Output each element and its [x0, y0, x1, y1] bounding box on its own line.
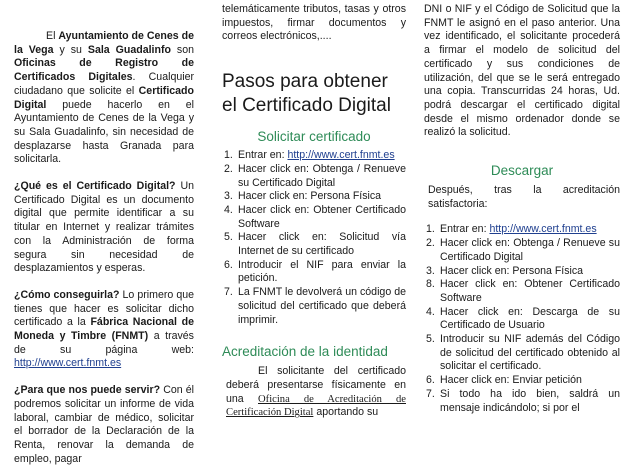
step-text: Hacer click en: Solicitud vía Internet de su certificado: [238, 231, 406, 258]
step-text: Introducir el NIF para enviar la petición.: [238, 258, 406, 285]
page-title: Pasos para obtener el Certificado Digital: [222, 71, 391, 117]
step-text: Hacer click en: Enviar petición: [440, 374, 582, 387]
list-item: [222, 163, 406, 190]
acreditacion-office-link[interactable]: Oficina de Acreditación de Certificación Digital: [226, 393, 406, 419]
uses-continuation: telemáticamente tributos, tasas y otros impuestos, firmar documentos y correos electrónicos,....: [222, 3, 406, 43]
step-number: 3.: [426, 264, 435, 277]
step-number: 8.: [426, 278, 435, 291]
step-text: Hacer click en: Obtener Certificado Software: [238, 203, 406, 230]
step-text: Entrar en: http://www.cert.fnmt.es: [440, 223, 597, 236]
list-item: [222, 259, 406, 286]
column-2: [222, 3, 406, 420]
step-text: La FNMT le devolverá un código de solicitud del certificado que deberá imprimir.: [238, 286, 406, 326]
list-item: [424, 223, 620, 237]
list-item: [424, 265, 620, 279]
what-is-paragraph: ¿Qué es el Certificado Digital? Un Certificado Digital es un documento digital que permite identificar a su titular en Internet y realizar trámites con la Administración de forma segura sin necesidad de desplazamientos y esperas.: [14, 180, 194, 275]
step-text: Introducir su NIF además del Código de solicitud del certificado obtenido al solicitar el certificado.: [440, 333, 620, 373]
step-number: 1.: [224, 149, 233, 162]
fnmt-link[interactable]: http://www.cert.fnmt.es: [287, 149, 395, 162]
list-item: [222, 286, 406, 327]
step-number: 2.: [426, 237, 435, 250]
descargar-heading: Descargar: [490, 163, 554, 179]
descargar-steps-list: [424, 223, 620, 415]
step-number: 5.: [426, 333, 435, 346]
step-number: 5.: [224, 231, 233, 244]
list-item: [222, 231, 406, 258]
step-number: 1.: [426, 223, 435, 236]
column-1: [14, 30, 194, 466]
step-text: Si todo ha ido bien, saldrá un mensaje indicándolo; si por el: [440, 387, 620, 414]
list-item: [222, 204, 406, 231]
solicitar-steps-list: [222, 149, 406, 327]
how-to-paragraph: ¿Cómo conseguirla? Lo primero que tienes que hacer es solicitar dicho certificado a la Fábrica Nacional de Moneda y Timbre (FNMT) a través de su página web: http://www.cert.fnmt.es: [14, 288, 195, 370]
list-item: [222, 149, 406, 163]
list-item: [424, 374, 620, 388]
step-number: 6.: [224, 258, 233, 271]
step-text: Hacer click en: Obtenga / Renueve su Certificado Digital: [238, 162, 406, 189]
list-item: [222, 190, 406, 204]
fnmt-link[interactable]: http://www.cert.fnmt.es: [489, 223, 597, 236]
acreditacion-heading: Acreditación de la identidad: [222, 344, 388, 360]
solicitar-heading: Solicitar certificado: [257, 129, 371, 145]
uses-paragraph: ¿Para que nos puede servir? Con él podremos solicitar un informe de vida laboral, cambiar de médico, solicitar el borrador de la Declaración de la Renta, renovar la demanda de empleo, pagar: [14, 384, 194, 465]
step-number: 7.: [224, 286, 233, 299]
intro-paragraph: El Ayuntamiento de Cenes de la Vega y su Sala Guadalinfo son Oficinas de Registro de Certificados Digitales. Cualquier ciudadano que solicite el Certificado Digital puede hacerlo en el Ayuntamiento de Cenes de la Vega y su Sala Guadalinfo, sin necesidad de desplazarse hasta Granada para solicitarla.: [14, 30, 195, 166]
step-number: 4.: [224, 203, 233, 216]
step-text: Hacer click en: Persona Física: [238, 190, 382, 203]
list-item: [424, 388, 620, 415]
list-item: [424, 333, 620, 374]
column-3: [424, 3, 620, 415]
question-what-is: ¿Qué es el Certificado Digital?: [14, 180, 176, 193]
step-number: 3.: [224, 190, 233, 203]
step-number: 7.: [426, 387, 435, 400]
step-number: 6.: [426, 374, 435, 387]
list-item: [424, 278, 620, 305]
step-text: Hacer click en: Persona Física: [440, 264, 584, 277]
descargar-intro: Después, tras la acreditación satisfactoria:: [428, 184, 620, 210]
question-uses: ¿Para que nos puede servir?: [14, 384, 161, 397]
step-text: Hacer click en: Obtenga / Renueve su Certificado Digital: [440, 237, 620, 263]
acreditacion-paragraph: El solicitante del certificado deberá presentarse físicamente en una Oficina de Acreditación de Certificación Digital aportando su: [226, 365, 406, 419]
step-number: 4.: [426, 305, 435, 318]
step-text: Entrar en: http://www.cert.fnmt.es: [238, 149, 395, 162]
question-how-to: ¿Cómo conseguirla?: [14, 288, 120, 301]
list-item: [424, 237, 620, 264]
acreditacion-continuation: DNI o NIF y el Código de Solicitud que la FNMT le asignó en el paso anterior. Una vez identificado, el solicitante procederá a firmar el modelo de solicitud del certificado y sus condiciones de utilización, del que se le será entregado una copia. Transcurridas 24 horas, Ud. podrá descargar el certificado digital desde el mismo ordenador donde se realizó la solicitud.: [424, 3, 620, 139]
step-text: Hacer click en: Obtener Certificado Software: [440, 278, 620, 304]
list-item: [424, 306, 620, 333]
step-text: Hacer click en: Descarga de su Certificado de Usuario: [440, 305, 620, 332]
fnmt-link[interactable]: http://www.cert.fnmt.es: [14, 357, 122, 370]
step-number: 2.: [224, 162, 233, 175]
